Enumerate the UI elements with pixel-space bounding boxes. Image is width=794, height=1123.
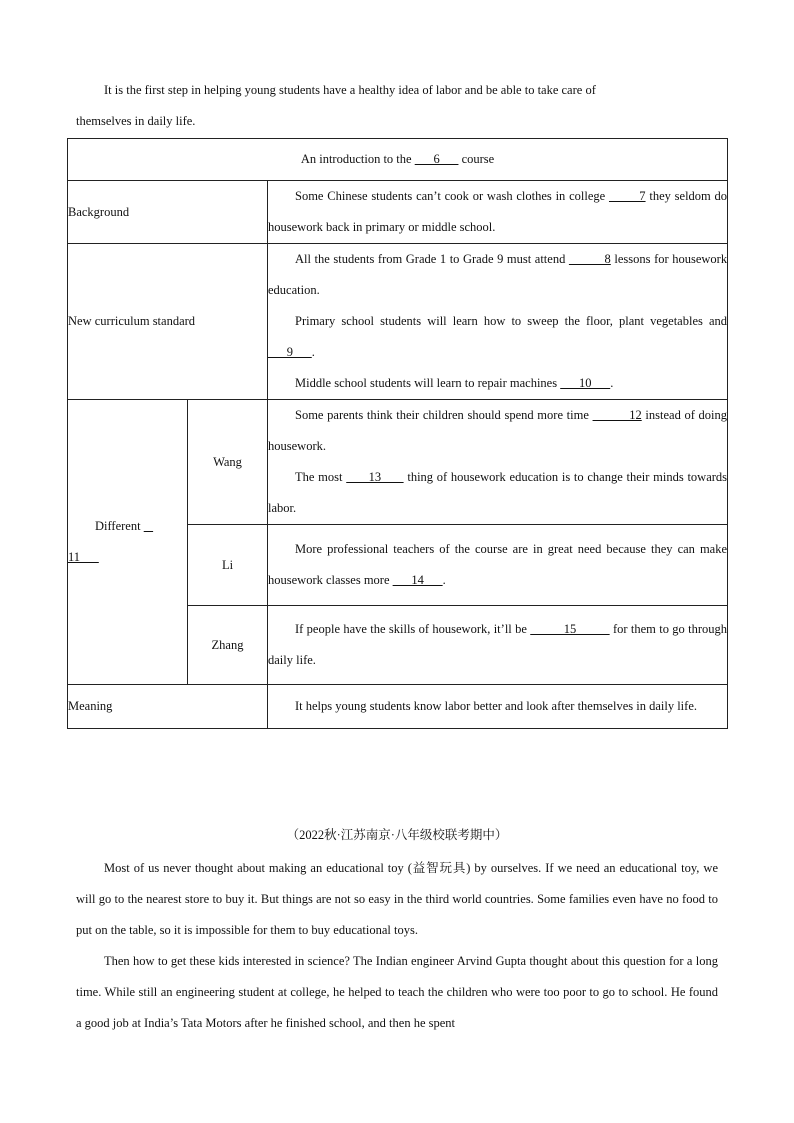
row-content-background: Some Chinese students can’t cook or wash clothes in college 7 they seldom do housework back in primary or middle school.	[268, 181, 728, 244]
intro-line-2: themselves in daily life.	[76, 114, 196, 128]
blank-8[interactable]: 8	[568, 252, 611, 266]
blank-9[interactable]: 9	[268, 345, 312, 359]
row-label-standard: New curriculum standard	[68, 244, 268, 400]
blank-15[interactable]: 15	[530, 622, 610, 636]
blank-10[interactable]: 10	[560, 376, 611, 390]
blank-12[interactable]: 12	[592, 408, 642, 422]
blank-13[interactable]: 13	[346, 470, 404, 484]
person-li: Li	[188, 525, 268, 606]
table-row-background	[68, 181, 728, 244]
row-content-wang: Some parents think their children should spend more time 12 instead of doing housework. The most 13 thing of housework education is to change their minds towards labor.	[268, 400, 728, 525]
blank-11[interactable]: 11	[68, 550, 99, 564]
person-wang: Wang	[188, 400, 268, 525]
table-row-meaning	[68, 685, 728, 729]
blank-7[interactable]: 7	[608, 189, 646, 203]
table-title-row	[68, 139, 728, 181]
source-citation: （2022秋·江苏南京·八年级校联考期中）	[286, 828, 508, 842]
passage-paragraph-1: Most of us never thought about making an educational toy (益智玩具) by ourselves. If we need an educational toy, we will go to the nearest store to buy it. But things are not so easy in the third world countries. Some families even have no food to put on the table, so it is impossible for them to buy educational toys.	[76, 861, 718, 937]
blank-6[interactable]: 6	[414, 152, 459, 166]
table-row-wang	[68, 400, 728, 525]
intro-line-1: It is the first step in helping young students have a healthy idea of labor and be able to take care of	[104, 83, 596, 97]
passage-paragraph-2: Then how to get these kids interested in science? The Indian engineer Arvind Gupta thought about this question for a long time. While still an engineering student at college, he helped to teach the children who were too poor to go to school. He found a good job at India’s Tata Motors after he finished school, and then he spent	[76, 954, 718, 1030]
table-row-standard	[68, 244, 728, 400]
row-label-background: Background	[68, 181, 268, 244]
row-content-meaning: It helps young students know labor better and look after themselves in daily life.	[268, 685, 728, 729]
course-table	[67, 138, 728, 729]
blank-14[interactable]: 14	[392, 573, 443, 587]
row-label-different: Different 11	[68, 400, 188, 685]
blank-11-lead	[144, 519, 153, 533]
row-content-li: More professional teachers of the course are in great need because they can make housework classes more 14 .	[268, 525, 728, 606]
table-title: An introduction to the 6 course	[68, 139, 728, 181]
row-content-standard: All the students from Grade 1 to Grade 9 must attend 8 lessons for housework education. Primary school students will learn how to sweep the floor, plant vegetables and 9 . Middle school students will learn to repair machines 10 .	[268, 244, 728, 400]
intro-paragraph	[76, 75, 718, 137]
row-content-zhang: If people have the skills of housework, it’ll be 15 for them to go through daily life.	[268, 606, 728, 685]
row-label-meaning: Meaning	[68, 685, 268, 729]
person-zhang: Zhang	[188, 606, 268, 685]
